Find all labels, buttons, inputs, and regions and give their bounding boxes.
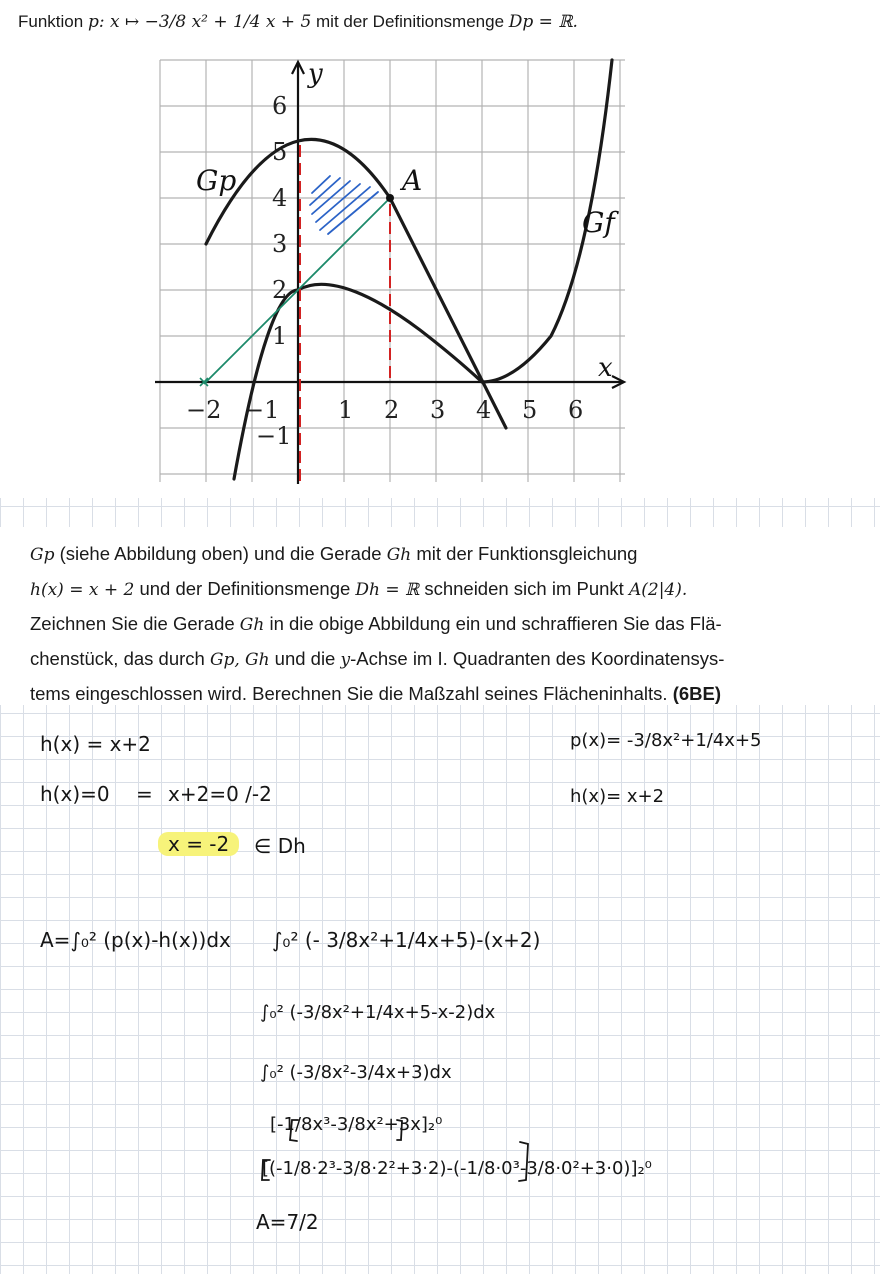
task-line: tems eingeschlossen wird. Berechnen Sie die Maßzahl seines Flächeninhalts. (6BE)	[30, 683, 722, 704]
note-equals: =	[136, 782, 153, 806]
y-tick-label: 5	[272, 138, 288, 166]
note-element-of-domain: ∈ Dh	[254, 834, 306, 858]
y-tick-label: 3	[272, 230, 288, 258]
x-tick-label: 6	[568, 396, 584, 424]
task-title: Funktion p: x ↦ −3/8 x² + 1/4 x + 5 mit der Definitionsmenge Dp = ℝ.	[18, 12, 578, 32]
label-gp: Gp	[196, 164, 237, 197]
axis-label-x: x	[598, 353, 613, 383]
note-h-function: h(x)= x+2	[570, 786, 665, 807]
point-a-marker	[386, 194, 394, 202]
y-tick-label: −1	[256, 422, 292, 450]
axis-label-y: y	[308, 59, 323, 89]
task-line: h(x) = x + 2 und der Definitionsmenge Dh = ℝ schneiden sich im Punkt A(2|4).	[30, 578, 688, 600]
y-tick-label: 2	[272, 276, 288, 304]
task-line: chenstück, das durch Gp, Gh und die y-Achse im I. Quadranten des Koordinatensys-	[30, 648, 725, 670]
x-tick-label: 2	[384, 396, 400, 424]
note-result: A=7/2	[256, 1210, 319, 1234]
task-description	[30, 537, 830, 710]
x-tick-label: 5	[522, 396, 538, 424]
note-integral-step-1: ∫₀² (- 3/8x²+1/4x+5)-(x+2)	[272, 928, 541, 952]
note-area-integral: A=∫₀² (p(x)-h(x))dx	[40, 928, 231, 952]
x-tick-label: 3	[430, 396, 446, 424]
y-tick-label: 4	[272, 184, 288, 212]
x-tick-label: 4	[476, 396, 492, 424]
note-solution-highlighted: x = -2	[158, 832, 239, 856]
x-tick-label: −2	[186, 396, 222, 424]
y-tick-label: 1	[272, 322, 288, 350]
note-evaluation: [(-1/8·2³-3/8·2²+3·2)-(-1/8·0³-3/8·0²+3·0)]₂⁰	[262, 1158, 652, 1179]
y-tick-label: 6	[272, 92, 288, 120]
curve-gp	[206, 139, 506, 428]
note-integral-step-3: ∫₀² (-3/8x²-3/4x+3)dx	[260, 1062, 452, 1083]
label-a: A	[402, 164, 423, 197]
note-equation: x+2=0 /-2	[168, 782, 272, 806]
note-p-function: p(x)= -3/8x²+1/4x+5	[570, 730, 762, 751]
note-integral-step-2: ∫₀² (-3/8x²+1/4x+5-x-2)dx	[260, 1002, 496, 1023]
note-h-zero: h(x)=0	[40, 782, 110, 806]
task-line: Zeichnen Sie die Gerade Gh in die obige Abbildung ein und schraffieren Sie das Flä-	[30, 613, 722, 635]
x-tick-label: 1	[338, 396, 354, 424]
note-h-definition: h(x) = x+2	[40, 732, 151, 756]
task-line: Gp (siehe Abbildung oben) und die Gerade Gh mit der Funktionsgleichung	[30, 543, 638, 565]
x-tick-label: −1	[244, 396, 280, 424]
label-gf: Gf	[582, 206, 615, 239]
note-antiderivative: [-1/8x³-3/8x²+3x]₂⁰	[270, 1114, 443, 1135]
